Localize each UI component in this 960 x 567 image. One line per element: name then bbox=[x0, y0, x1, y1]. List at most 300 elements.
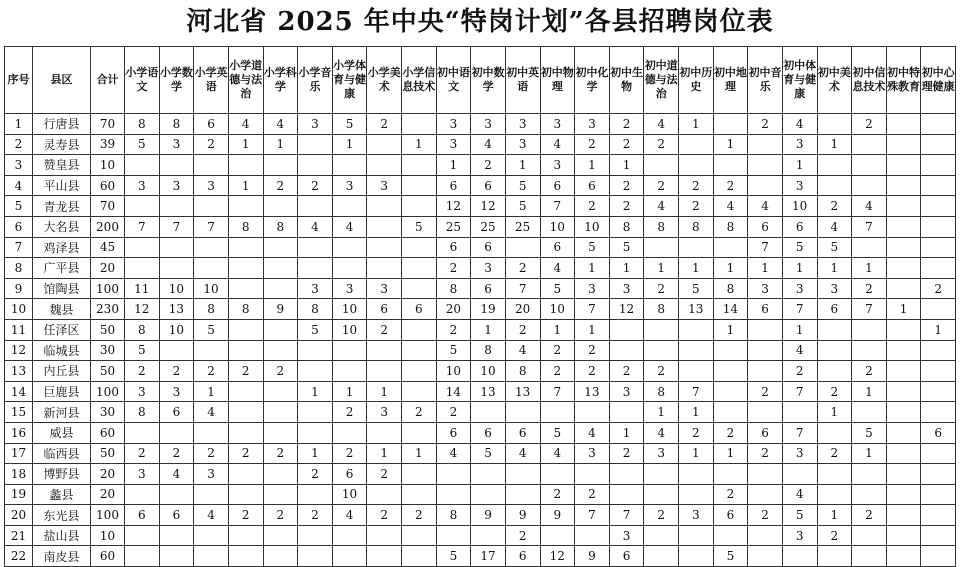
column-header: 小学道德与法治 bbox=[228, 47, 263, 114]
table-row bbox=[5, 484, 956, 505]
position-count-cell: 8 bbox=[609, 216, 644, 237]
position-count-cell: 3 bbox=[125, 464, 160, 485]
county-cell: 行唐县 bbox=[33, 114, 91, 135]
position-count-cell: 3 bbox=[575, 114, 610, 135]
position-count-cell: 2 bbox=[436, 258, 471, 279]
position-count-cell: 2 bbox=[263, 505, 298, 526]
position-count-cell bbox=[817, 361, 852, 382]
position-count-cell bbox=[886, 484, 921, 505]
position-count-cell bbox=[194, 525, 229, 546]
column-header: 初中生物 bbox=[609, 47, 644, 114]
position-count-cell bbox=[402, 484, 437, 505]
position-count-cell: 4 bbox=[748, 196, 783, 217]
position-count-cell bbox=[886, 155, 921, 176]
position-count-cell: 6 bbox=[332, 464, 367, 485]
position-count-cell: 2 bbox=[679, 175, 714, 196]
position-count-cell bbox=[852, 134, 887, 155]
position-count-cell: 1 bbox=[609, 422, 644, 443]
position-count-cell: 8 bbox=[263, 216, 298, 237]
position-count-cell: 13 bbox=[679, 299, 714, 320]
position-count-cell: 2 bbox=[159, 361, 194, 382]
position-count-cell: 7 bbox=[505, 278, 540, 299]
county-cell: 威县 bbox=[33, 422, 91, 443]
table-row bbox=[5, 237, 956, 258]
position-count-cell: 7 bbox=[679, 381, 714, 402]
position-count-cell bbox=[679, 361, 714, 382]
position-count-cell bbox=[402, 340, 437, 361]
position-count-cell: 10 bbox=[159, 278, 194, 299]
position-count-cell: 2 bbox=[921, 278, 956, 299]
position-count-cell: 5 bbox=[332, 114, 367, 135]
county-cell: 内丘县 bbox=[33, 361, 91, 382]
column-header: 小学英语 bbox=[194, 47, 229, 114]
position-count-cell bbox=[748, 525, 783, 546]
position-count-cell: 5 bbox=[125, 134, 160, 155]
position-count-cell bbox=[644, 464, 679, 485]
position-count-cell bbox=[125, 237, 160, 258]
row-number-cell: 17 bbox=[5, 443, 33, 464]
position-count-cell: 10 bbox=[332, 484, 367, 505]
position-count-cell bbox=[886, 134, 921, 155]
position-count-cell: 4 bbox=[332, 216, 367, 237]
position-count-cell bbox=[298, 361, 333, 382]
position-count-cell bbox=[817, 175, 852, 196]
position-count-cell bbox=[402, 196, 437, 217]
position-count-cell: 1 bbox=[367, 443, 402, 464]
position-count-cell: 4 bbox=[194, 402, 229, 423]
position-count-cell: 4 bbox=[782, 114, 817, 135]
position-count-cell: 2 bbox=[575, 484, 610, 505]
position-count-cell: 6 bbox=[782, 216, 817, 237]
position-count-cell bbox=[159, 546, 194, 567]
county-cell: 魏县 bbox=[33, 299, 91, 320]
position-count-cell: 2 bbox=[471, 155, 506, 176]
position-count-cell bbox=[748, 402, 783, 423]
position-count-cell bbox=[194, 258, 229, 279]
position-count-cell bbox=[332, 340, 367, 361]
position-count-cell: 2 bbox=[125, 361, 160, 382]
position-count-cell: 2 bbox=[228, 443, 263, 464]
position-count-cell: 10 bbox=[575, 216, 610, 237]
position-count-cell: 4 bbox=[644, 196, 679, 217]
position-count-cell bbox=[713, 155, 748, 176]
position-count-cell: 6 bbox=[817, 299, 852, 320]
position-count-cell: 1 bbox=[817, 505, 852, 526]
position-count-cell: 1 bbox=[852, 258, 887, 279]
position-count-cell bbox=[748, 340, 783, 361]
position-count-cell: 2 bbox=[436, 319, 471, 340]
position-count-cell bbox=[436, 525, 471, 546]
position-count-cell: 2 bbox=[852, 505, 887, 526]
position-count-cell bbox=[886, 258, 921, 279]
table-row bbox=[5, 134, 956, 155]
position-count-cell: 7 bbox=[609, 505, 644, 526]
position-count-cell: 6 bbox=[125, 505, 160, 526]
position-count-cell bbox=[159, 422, 194, 443]
position-count-cell bbox=[713, 464, 748, 485]
position-count-cell: 4 bbox=[194, 505, 229, 526]
position-count-cell bbox=[471, 464, 506, 485]
position-count-cell bbox=[886, 361, 921, 382]
total-cell: 39 bbox=[91, 134, 125, 155]
county-cell: 鸡泽县 bbox=[33, 237, 91, 258]
position-count-cell bbox=[332, 361, 367, 382]
position-count-cell bbox=[228, 484, 263, 505]
row-number-cell: 21 bbox=[5, 525, 33, 546]
position-count-cell: 1 bbox=[713, 319, 748, 340]
position-count-cell bbox=[367, 134, 402, 155]
position-count-cell bbox=[367, 525, 402, 546]
position-count-cell bbox=[609, 340, 644, 361]
position-count-cell: 2 bbox=[540, 340, 575, 361]
position-count-cell: 2 bbox=[644, 134, 679, 155]
position-count-cell bbox=[609, 319, 644, 340]
position-count-cell: 1 bbox=[332, 134, 367, 155]
position-count-cell: 3 bbox=[748, 278, 783, 299]
position-count-cell bbox=[644, 237, 679, 258]
position-count-cell bbox=[575, 525, 610, 546]
position-count-cell: 5 bbox=[505, 175, 540, 196]
position-count-cell: 9 bbox=[263, 299, 298, 320]
position-count-cell: 3 bbox=[367, 278, 402, 299]
position-count-cell: 8 bbox=[679, 216, 714, 237]
row-number-cell: 14 bbox=[5, 381, 33, 402]
position-count-cell bbox=[886, 319, 921, 340]
position-count-cell: 2 bbox=[817, 196, 852, 217]
position-count-cell: 2 bbox=[263, 361, 298, 382]
position-count-cell bbox=[921, 196, 956, 217]
position-count-cell bbox=[782, 546, 817, 567]
position-count-cell: 1 bbox=[332, 381, 367, 402]
position-count-cell bbox=[298, 340, 333, 361]
position-count-cell bbox=[505, 237, 540, 258]
position-count-cell: 1 bbox=[402, 443, 437, 464]
position-count-cell: 1 bbox=[817, 402, 852, 423]
position-count-cell bbox=[679, 155, 714, 176]
position-count-cell: 2 bbox=[713, 422, 748, 443]
position-count-cell bbox=[679, 237, 714, 258]
position-count-cell: 7 bbox=[125, 216, 160, 237]
position-count-cell bbox=[263, 155, 298, 176]
county-cell: 蠡县 bbox=[33, 484, 91, 505]
position-count-cell bbox=[228, 155, 263, 176]
position-count-cell bbox=[540, 525, 575, 546]
position-count-cell: 7 bbox=[782, 381, 817, 402]
position-count-cell bbox=[748, 134, 783, 155]
county-cell: 新河县 bbox=[33, 402, 91, 423]
position-count-cell bbox=[228, 525, 263, 546]
position-count-cell: 4 bbox=[505, 443, 540, 464]
position-count-cell: 1 bbox=[679, 114, 714, 135]
position-count-cell: 10 bbox=[436, 361, 471, 382]
column-header: 序号 bbox=[5, 47, 33, 114]
county-cell: 临城县 bbox=[33, 340, 91, 361]
position-count-cell bbox=[921, 237, 956, 258]
position-count-cell bbox=[644, 525, 679, 546]
position-count-cell bbox=[748, 319, 783, 340]
row-number-cell: 18 bbox=[5, 464, 33, 485]
position-count-cell: 6 bbox=[367, 299, 402, 320]
position-count-cell: 6 bbox=[194, 114, 229, 135]
position-count-cell bbox=[125, 196, 160, 217]
position-count-cell: 4 bbox=[852, 196, 887, 217]
table-row bbox=[5, 546, 956, 567]
position-count-cell bbox=[748, 361, 783, 382]
position-count-cell bbox=[228, 237, 263, 258]
position-count-cell bbox=[713, 114, 748, 135]
column-header: 初中音乐 bbox=[748, 47, 783, 114]
table-row bbox=[5, 361, 956, 382]
position-count-cell: 6 bbox=[402, 299, 437, 320]
position-count-cell bbox=[125, 422, 160, 443]
position-count-cell: 2 bbox=[540, 361, 575, 382]
position-count-cell: 3 bbox=[125, 381, 160, 402]
position-count-cell: 2 bbox=[505, 525, 540, 546]
position-count-cell: 1 bbox=[852, 443, 887, 464]
county-cell: 馆陶县 bbox=[33, 278, 91, 299]
position-count-cell: 5 bbox=[817, 237, 852, 258]
total-cell: 100 bbox=[91, 381, 125, 402]
position-count-cell: 3 bbox=[159, 134, 194, 155]
position-count-cell bbox=[852, 319, 887, 340]
position-count-cell: 2 bbox=[298, 505, 333, 526]
position-count-cell: 1 bbox=[817, 134, 852, 155]
position-count-cell bbox=[298, 155, 333, 176]
position-count-cell bbox=[263, 258, 298, 279]
position-count-cell: 4 bbox=[644, 114, 679, 135]
row-number-cell: 8 bbox=[5, 258, 33, 279]
column-header: 初中心理健康 bbox=[921, 47, 956, 114]
position-count-cell: 4 bbox=[817, 216, 852, 237]
position-count-cell: 5 bbox=[298, 319, 333, 340]
position-count-cell: 5 bbox=[402, 216, 437, 237]
position-count-cell bbox=[748, 155, 783, 176]
position-count-cell bbox=[817, 546, 852, 567]
position-count-cell: 2 bbox=[298, 464, 333, 485]
position-count-cell: 10 bbox=[332, 319, 367, 340]
position-count-cell bbox=[921, 175, 956, 196]
row-number-cell: 15 bbox=[5, 402, 33, 423]
position-count-cell: 1 bbox=[228, 134, 263, 155]
position-count-cell bbox=[713, 340, 748, 361]
position-count-cell: 7 bbox=[575, 299, 610, 320]
position-count-cell bbox=[921, 525, 956, 546]
position-count-cell bbox=[748, 546, 783, 567]
position-count-cell: 2 bbox=[609, 361, 644, 382]
position-count-cell: 10 bbox=[471, 361, 506, 382]
row-number-cell: 1 bbox=[5, 114, 33, 135]
position-count-cell: 3 bbox=[782, 175, 817, 196]
position-count-cell bbox=[886, 464, 921, 485]
position-count-cell: 6 bbox=[505, 422, 540, 443]
table-body bbox=[5, 114, 956, 567]
position-count-cell: 2 bbox=[713, 175, 748, 196]
position-count-cell: 2 bbox=[263, 175, 298, 196]
column-header: 小学体育与健康 bbox=[332, 47, 367, 114]
position-count-cell: 5 bbox=[713, 546, 748, 567]
position-count-cell: 2 bbox=[679, 422, 714, 443]
position-count-cell: 2 bbox=[713, 484, 748, 505]
position-count-cell: 10 bbox=[540, 216, 575, 237]
position-count-cell: 4 bbox=[782, 484, 817, 505]
position-count-cell: 1 bbox=[921, 319, 956, 340]
row-number-cell: 2 bbox=[5, 134, 33, 155]
position-count-cell bbox=[886, 216, 921, 237]
position-count-cell: 2 bbox=[609, 175, 644, 196]
position-count-cell: 2 bbox=[402, 505, 437, 526]
position-count-cell: 3 bbox=[367, 402, 402, 423]
position-count-cell bbox=[125, 546, 160, 567]
position-count-cell: 8 bbox=[125, 114, 160, 135]
position-count-cell bbox=[298, 402, 333, 423]
table-row bbox=[5, 319, 956, 340]
column-header: 小学美术 bbox=[367, 47, 402, 114]
row-number-cell: 12 bbox=[5, 340, 33, 361]
position-count-cell bbox=[436, 464, 471, 485]
position-count-cell: 4 bbox=[540, 134, 575, 155]
position-count-cell bbox=[298, 258, 333, 279]
table-row bbox=[5, 464, 956, 485]
row-number-cell: 19 bbox=[5, 484, 33, 505]
position-count-cell: 12 bbox=[540, 546, 575, 567]
position-count-cell: 3 bbox=[194, 464, 229, 485]
position-count-cell: 13 bbox=[575, 381, 610, 402]
position-count-cell bbox=[886, 237, 921, 258]
table-row bbox=[5, 505, 956, 526]
position-count-cell bbox=[609, 464, 644, 485]
position-count-cell: 13 bbox=[471, 381, 506, 402]
position-count-cell bbox=[505, 484, 540, 505]
position-count-cell: 1 bbox=[402, 134, 437, 155]
position-count-cell bbox=[748, 464, 783, 485]
position-count-cell: 1 bbox=[298, 443, 333, 464]
column-header: 初中数学 bbox=[471, 47, 506, 114]
position-count-cell: 2 bbox=[852, 361, 887, 382]
position-count-cell bbox=[886, 402, 921, 423]
position-count-cell: 5 bbox=[575, 237, 610, 258]
position-count-cell: 4 bbox=[263, 114, 298, 135]
position-count-cell: 8 bbox=[644, 299, 679, 320]
position-count-cell: 2 bbox=[575, 361, 610, 382]
table-row bbox=[5, 381, 956, 402]
position-count-cell bbox=[332, 196, 367, 217]
position-count-cell bbox=[886, 443, 921, 464]
position-count-cell bbox=[852, 464, 887, 485]
position-count-cell: 1 bbox=[540, 319, 575, 340]
position-count-cell: 6 bbox=[748, 299, 783, 320]
position-count-cell: 6 bbox=[471, 422, 506, 443]
position-count-cell bbox=[367, 258, 402, 279]
column-header: 合计 bbox=[91, 47, 125, 114]
position-count-cell: 25 bbox=[436, 216, 471, 237]
column-header: 初中体育与健康 bbox=[782, 47, 817, 114]
position-count-cell bbox=[263, 278, 298, 299]
position-count-cell: 3 bbox=[540, 114, 575, 135]
position-count-cell: 1 bbox=[679, 258, 714, 279]
position-count-cell: 1 bbox=[782, 258, 817, 279]
position-count-cell bbox=[125, 484, 160, 505]
position-count-cell bbox=[921, 361, 956, 382]
position-count-cell: 6 bbox=[748, 422, 783, 443]
total-cell: 70 bbox=[91, 114, 125, 135]
position-count-cell: 2 bbox=[505, 258, 540, 279]
position-count-cell: 5 bbox=[782, 237, 817, 258]
position-count-cell bbox=[367, 361, 402, 382]
position-count-cell bbox=[679, 525, 714, 546]
position-count-cell: 5 bbox=[852, 422, 887, 443]
position-count-cell bbox=[332, 422, 367, 443]
position-count-cell bbox=[159, 196, 194, 217]
row-number-cell: 6 bbox=[5, 216, 33, 237]
position-count-cell: 12 bbox=[436, 196, 471, 217]
position-count-cell: 2 bbox=[609, 196, 644, 217]
position-count-cell: 2 bbox=[817, 525, 852, 546]
column-header: 初中语文 bbox=[436, 47, 471, 114]
position-count-cell: 3 bbox=[817, 278, 852, 299]
position-count-cell: 7 bbox=[540, 196, 575, 217]
position-count-cell: 6 bbox=[921, 422, 956, 443]
position-count-cell: 7 bbox=[540, 381, 575, 402]
position-count-cell bbox=[886, 175, 921, 196]
position-count-cell bbox=[921, 484, 956, 505]
position-count-cell bbox=[713, 525, 748, 546]
position-count-cell: 1 bbox=[609, 258, 644, 279]
position-count-cell bbox=[540, 464, 575, 485]
position-count-cell bbox=[886, 340, 921, 361]
column-header: 县区 bbox=[33, 47, 91, 114]
position-count-cell: 2 bbox=[367, 505, 402, 526]
table-header-row bbox=[5, 47, 956, 114]
position-count-cell: 2 bbox=[748, 381, 783, 402]
position-count-cell bbox=[748, 484, 783, 505]
position-count-cell: 2 bbox=[575, 134, 610, 155]
position-count-cell: 25 bbox=[471, 216, 506, 237]
position-count-cell: 2 bbox=[852, 278, 887, 299]
position-count-cell: 3 bbox=[436, 114, 471, 135]
position-count-cell: 1 bbox=[575, 258, 610, 279]
table-row bbox=[5, 114, 956, 135]
position-count-cell: 2 bbox=[263, 443, 298, 464]
position-count-cell: 17 bbox=[471, 546, 506, 567]
county-cell: 赞皇县 bbox=[33, 155, 91, 176]
position-count-cell bbox=[817, 422, 852, 443]
position-count-cell: 7 bbox=[194, 216, 229, 237]
position-count-cell: 2 bbox=[194, 443, 229, 464]
position-count-cell: 2 bbox=[505, 319, 540, 340]
position-count-cell: 7 bbox=[852, 299, 887, 320]
position-count-cell: 1 bbox=[575, 319, 610, 340]
position-count-cell: 4 bbox=[298, 216, 333, 237]
position-count-cell bbox=[263, 484, 298, 505]
position-count-cell bbox=[679, 340, 714, 361]
position-count-cell bbox=[921, 155, 956, 176]
position-count-cell bbox=[263, 402, 298, 423]
position-count-cell: 4 bbox=[540, 443, 575, 464]
page-title: 河北省 2025 年中央“特岗计划”各县招聘岗位表 bbox=[186, 7, 774, 37]
position-count-cell: 4 bbox=[436, 443, 471, 464]
position-count-cell bbox=[679, 134, 714, 155]
position-count-cell bbox=[644, 484, 679, 505]
position-count-cell bbox=[679, 464, 714, 485]
position-count-cell: 2 bbox=[817, 443, 852, 464]
total-cell: 60 bbox=[91, 422, 125, 443]
position-count-cell bbox=[367, 237, 402, 258]
table-row bbox=[5, 340, 956, 361]
position-count-cell: 6 bbox=[436, 175, 471, 196]
position-count-cell: 5 bbox=[679, 278, 714, 299]
position-count-cell bbox=[921, 216, 956, 237]
total-cell: 100 bbox=[91, 505, 125, 526]
